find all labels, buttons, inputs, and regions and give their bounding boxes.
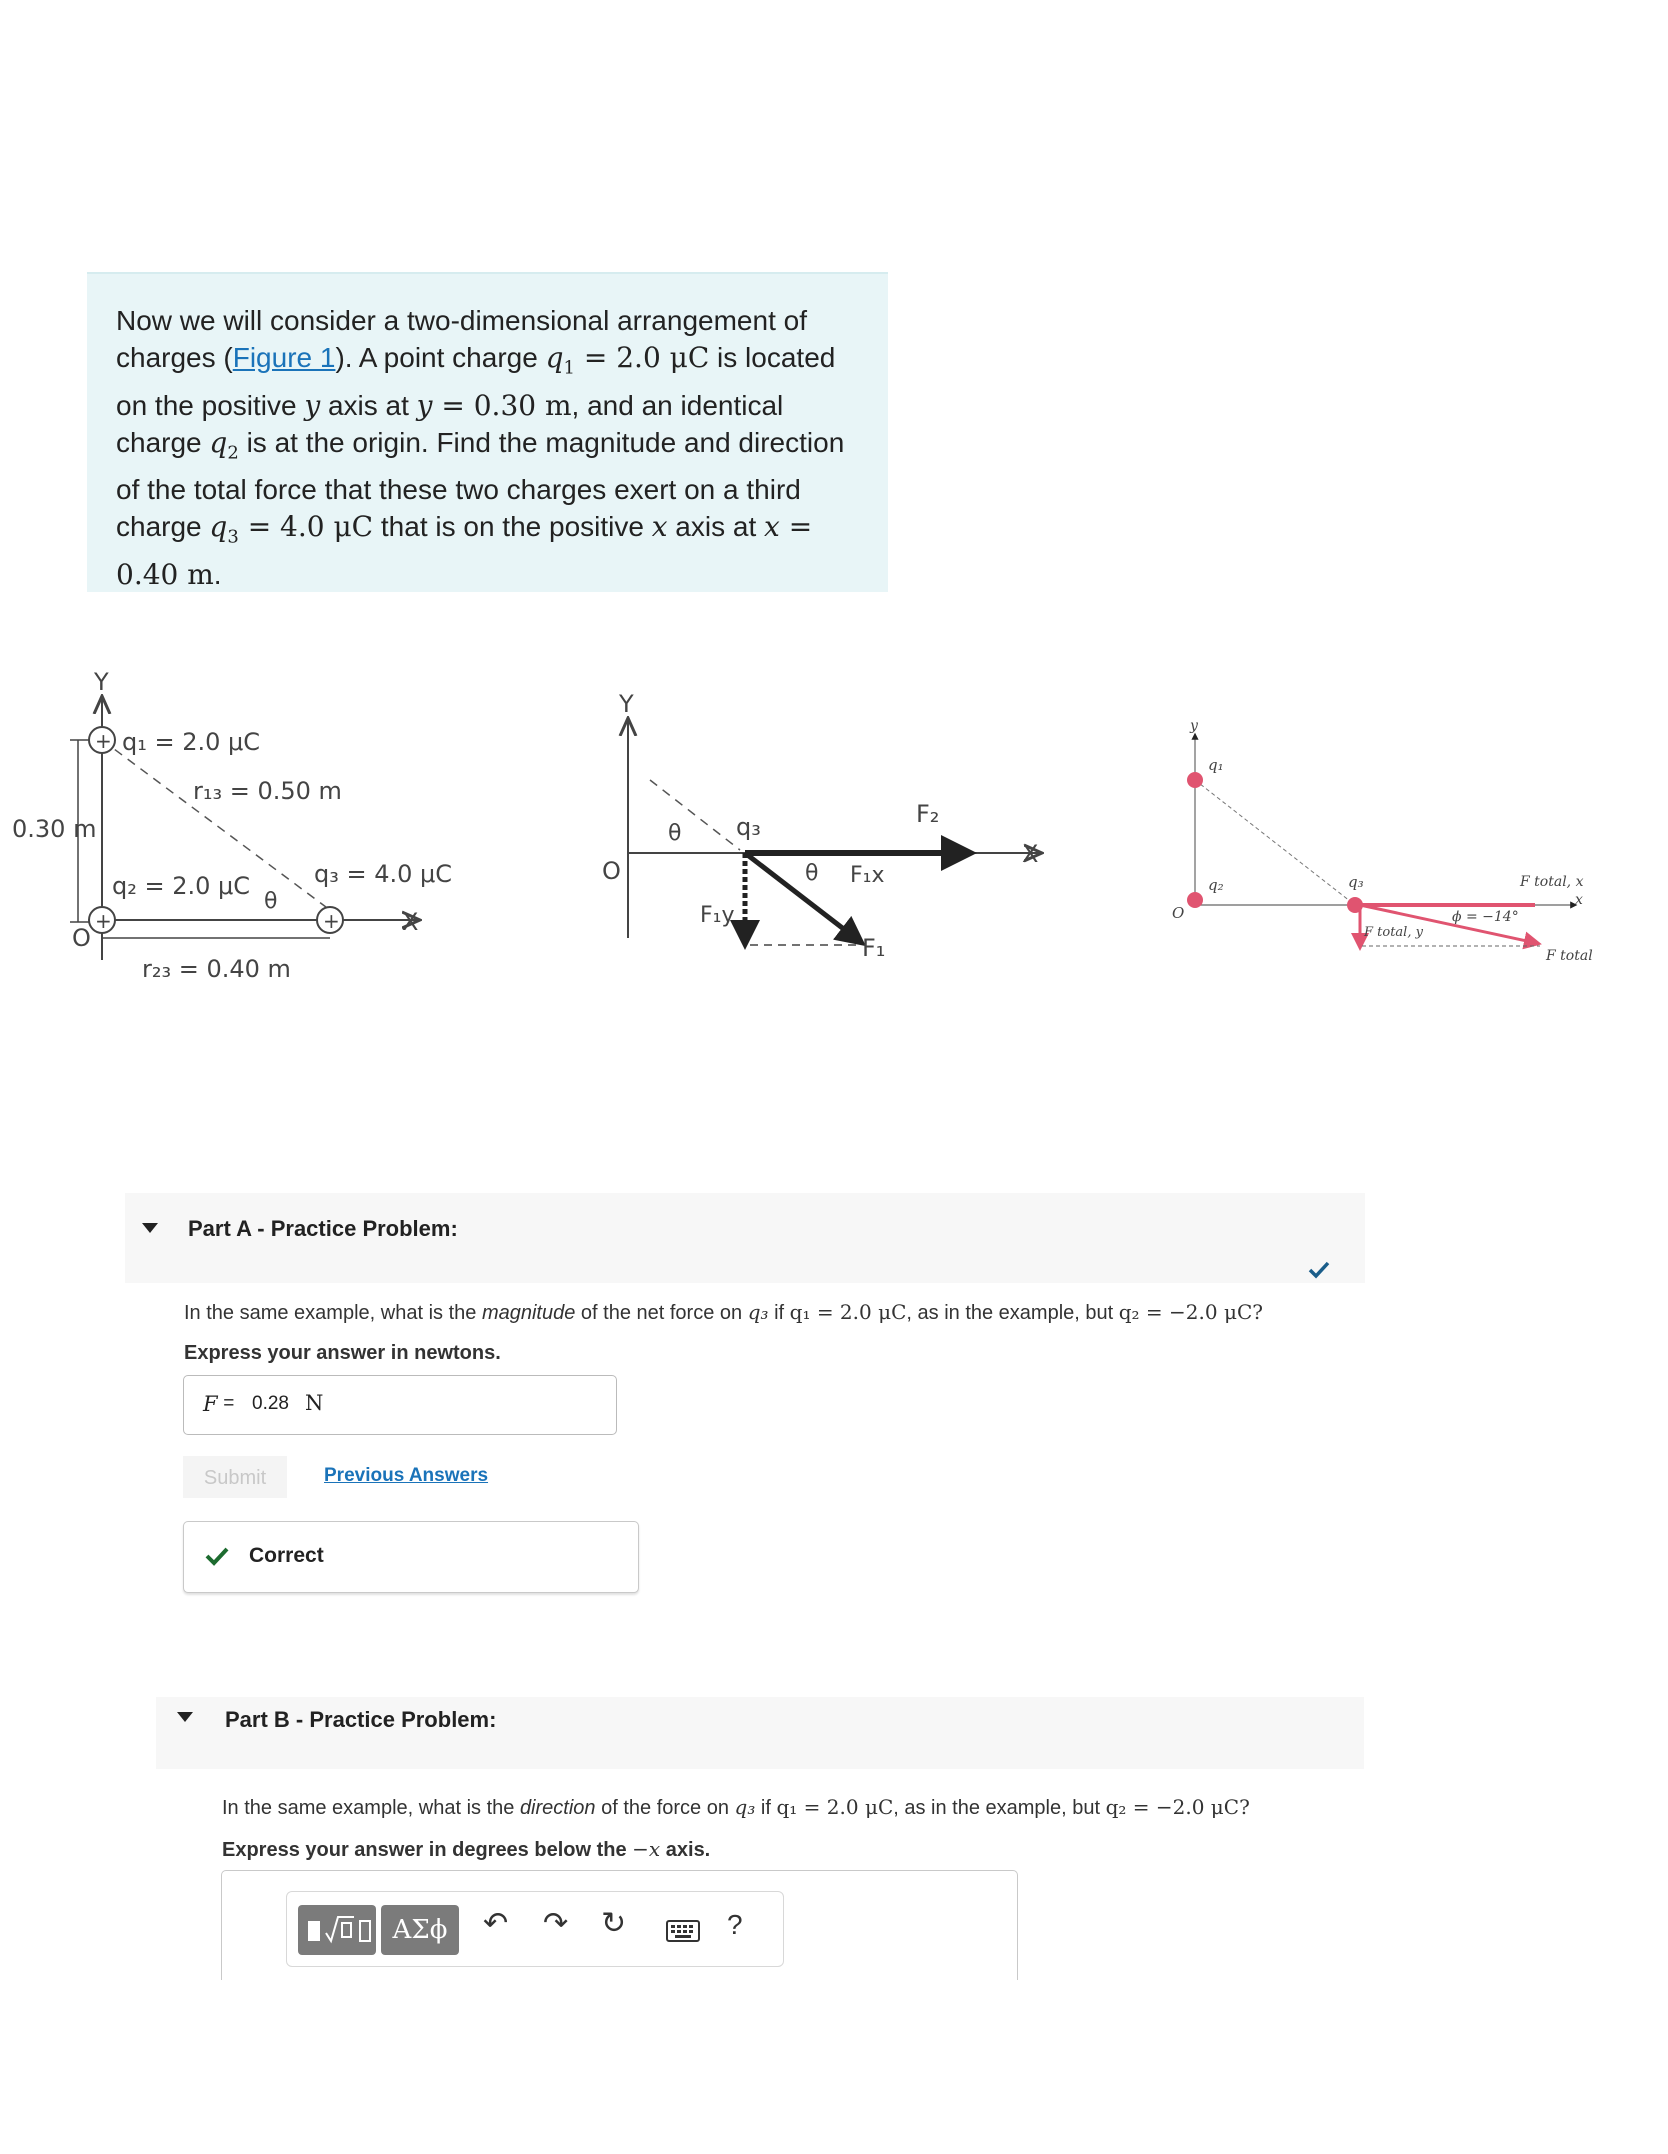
submit-button[interactable]: Submit (183, 1456, 287, 1498)
fig2-F1-arrow (745, 853, 858, 940)
figures-panel (0, 660, 1668, 990)
answer-value: 0.28 (252, 1393, 289, 1414)
intro-text-9: . (213, 558, 222, 590)
math-toolbar (286, 1891, 784, 1967)
fig3-origin: O (1172, 904, 1185, 922)
q3-value: = 4.0 μC (238, 510, 374, 544)
intro-text-5: , and an identical charge (116, 389, 784, 458)
fig1-q3-plus: + (323, 909, 340, 933)
part-a-if: if (768, 1302, 790, 1324)
intro-text-2: ). A point charge (335, 342, 546, 373)
fig2-origin: O (602, 857, 621, 885)
part-b-instruction (222, 1837, 710, 1862)
fig3-x-axis-label: x (1575, 892, 1583, 908)
collapse-caret-icon[interactable] (177, 1712, 193, 1722)
correct-feedback (183, 1521, 639, 1593)
fig1-q1-plus: + (95, 729, 112, 753)
undo-icon[interactable]: ↶ (483, 1907, 509, 1940)
fig1-q2-label: q₂ = 2.0 μC (112, 872, 251, 900)
answer-equals: = (218, 1393, 240, 1414)
intro-text-6: is at the origin. Find the magnitude and direction of the total force that these two charges exert on a third charge (116, 426, 845, 543)
fig2-y-axis-label: Y (619, 690, 634, 718)
fig3-Ftotal-label: F total (1546, 948, 1593, 964)
q2-symbol: q (209, 425, 228, 459)
fig2-F1x-label: F₁x (850, 863, 885, 888)
fig3-q2-charge (1187, 892, 1203, 908)
part-a-q2: q₂ = −2.0 μC? (1118, 1300, 1263, 1324)
q1-sub: 1 (563, 357, 575, 379)
fig3-y-axis-label: y (1190, 718, 1198, 734)
part-b-instruction-pre: Express your answer in degrees below the (222, 1839, 633, 1861)
part-b-q-pre: In the same example, what is the (222, 1797, 520, 1819)
figure-2-diagram (602, 690, 1040, 962)
intro-text-7: that is on the positive (373, 511, 652, 543)
sqrt-template-icon (298, 1905, 376, 1955)
part-b-q-em: direction (519, 1797, 596, 1819)
fig1-q2-plus: + (95, 909, 112, 933)
answer-unit: N (305, 1391, 324, 1415)
q3-symbol: q (209, 510, 228, 544)
problem-statement (116, 302, 856, 593)
fig2-dashed-line (650, 780, 740, 850)
part-a-q-mid2: , as in the example, but (906, 1302, 1119, 1324)
x-eq-symbol: x (764, 510, 780, 544)
part-b-title: Part B - Practice Problem: (225, 1707, 497, 1732)
answer-field[interactable] (183, 1375, 617, 1435)
keyboard-icon[interactable] (666, 1920, 700, 1942)
fig2-F1y-label: F₁y (700, 903, 735, 928)
fig3-q2-label: q₂ (1208, 876, 1224, 894)
q1-value: = 2.0 μC (574, 341, 710, 374)
fig3-Ftotal-x-label: F total, x (1520, 874, 1584, 890)
correct-label: Correct (249, 1544, 324, 1567)
x-symbol: x (651, 510, 668, 544)
part-b-q2: q₂ = −2.0 μC? (1105, 1795, 1250, 1819)
y-symbol: y (304, 388, 321, 422)
fig1-dist-y-label: 0.30 m (12, 815, 97, 843)
part-a-q1: q₁ = 2.0 μC (789, 1300, 907, 1324)
figure-1-link[interactable]: Figure 1 (232, 342, 336, 373)
part-b-q-mid: of the force on (595, 1797, 735, 1819)
check-icon (1308, 1261, 1330, 1279)
greek-symbols-button[interactable]: ΑΣϕ (381, 1905, 459, 1955)
part-a-q-pre: In the same example, what is the (184, 1302, 482, 1324)
intro-text-4: axis at (320, 389, 417, 421)
help-icon[interactable]: ? (727, 1909, 743, 1940)
figure-1-diagram (12, 668, 452, 983)
fig2-x-axis-label: X (1022, 840, 1039, 868)
fig1-q1-label: q₁ = 2.0 μC (122, 728, 261, 756)
part-a-instruction: Express your answer in newtons. (184, 1342, 501, 1364)
collapse-caret-icon[interactable] (142, 1223, 158, 1233)
y-eq-symbol: y (416, 388, 433, 422)
part-b-q-mid2: , as in the example, but (893, 1797, 1106, 1819)
intro-text-1: Now we will consider a two-dimensional arrangement of charges ( (116, 305, 807, 373)
fig1-origin: O (72, 924, 91, 952)
part-b-instruction-axis: −x (632, 1837, 661, 1861)
part-b-if: if (755, 1797, 777, 1819)
x-value: = 0.40 m (116, 510, 813, 591)
q2-sub: 2 (227, 442, 239, 464)
intro-text-3: is located on the positive (116, 342, 836, 421)
fig1-r23-label: r₂₃ = 0.40 m (142, 955, 291, 983)
fig2-theta-2: θ (805, 861, 819, 886)
fig2-F1-label: F₁ (862, 934, 886, 962)
fig1-x-axis-label: X (402, 908, 419, 936)
part-a-q-mid: of the net force on (575, 1302, 748, 1324)
part-a-title: Part A - Practice Problem: (188, 1216, 458, 1241)
part-a-q3: q₃ (747, 1300, 769, 1324)
answer-variable: F (203, 1392, 218, 1416)
fig3-phi-label: ϕ = −14° (1452, 909, 1519, 925)
fig2-theta-1: θ (668, 821, 682, 846)
fig3-Ftotal-y-label: F total, y (1364, 925, 1423, 940)
fig1-q3-label: q₃ = 4.0 μC (314, 860, 453, 888)
intro-text-8: axis at (667, 511, 764, 543)
correct-check-icon (205, 1546, 229, 1566)
template-button[interactable] (298, 1905, 376, 1955)
part-b-q3: q₃ (734, 1795, 756, 1819)
part-a-q-em: magnitude (481, 1302, 576, 1324)
part-b-q1: q₁ = 2.0 μC (776, 1795, 894, 1819)
fig2-F2-label: F₂ (916, 800, 940, 828)
q3-sub: 3 (227, 526, 239, 548)
part-a-header[interactable] (125, 1193, 1365, 1283)
fig1-r13-label: r₁₃ = 0.50 m (193, 777, 342, 805)
part-b-header[interactable] (156, 1697, 1364, 1769)
previous-answers-link[interactable]: Previous Answers (324, 1465, 489, 1486)
fig3-q1-charge (1187, 772, 1203, 788)
part-b-question (222, 1795, 1382, 1820)
q1-symbol: q (545, 341, 564, 374)
fig3-q3-label: q₃ (1348, 873, 1364, 891)
part-a-question (184, 1300, 1344, 1325)
reset-icon[interactable]: ↻ (601, 1907, 627, 1940)
redo-icon[interactable]: ↷ (543, 1907, 569, 1940)
fig2-q3-label: q₃ (736, 813, 761, 841)
fig1-y-axis-label: Y (94, 668, 109, 696)
problem-intro-box (87, 272, 888, 592)
fig1-theta: θ (264, 889, 278, 914)
figure-3-diagram (1172, 718, 1593, 964)
fig3-q1-label: q₁ (1208, 756, 1224, 774)
part-b-instruction-post: axis. (660, 1839, 711, 1861)
y-value: = 0.30 m (432, 388, 572, 422)
